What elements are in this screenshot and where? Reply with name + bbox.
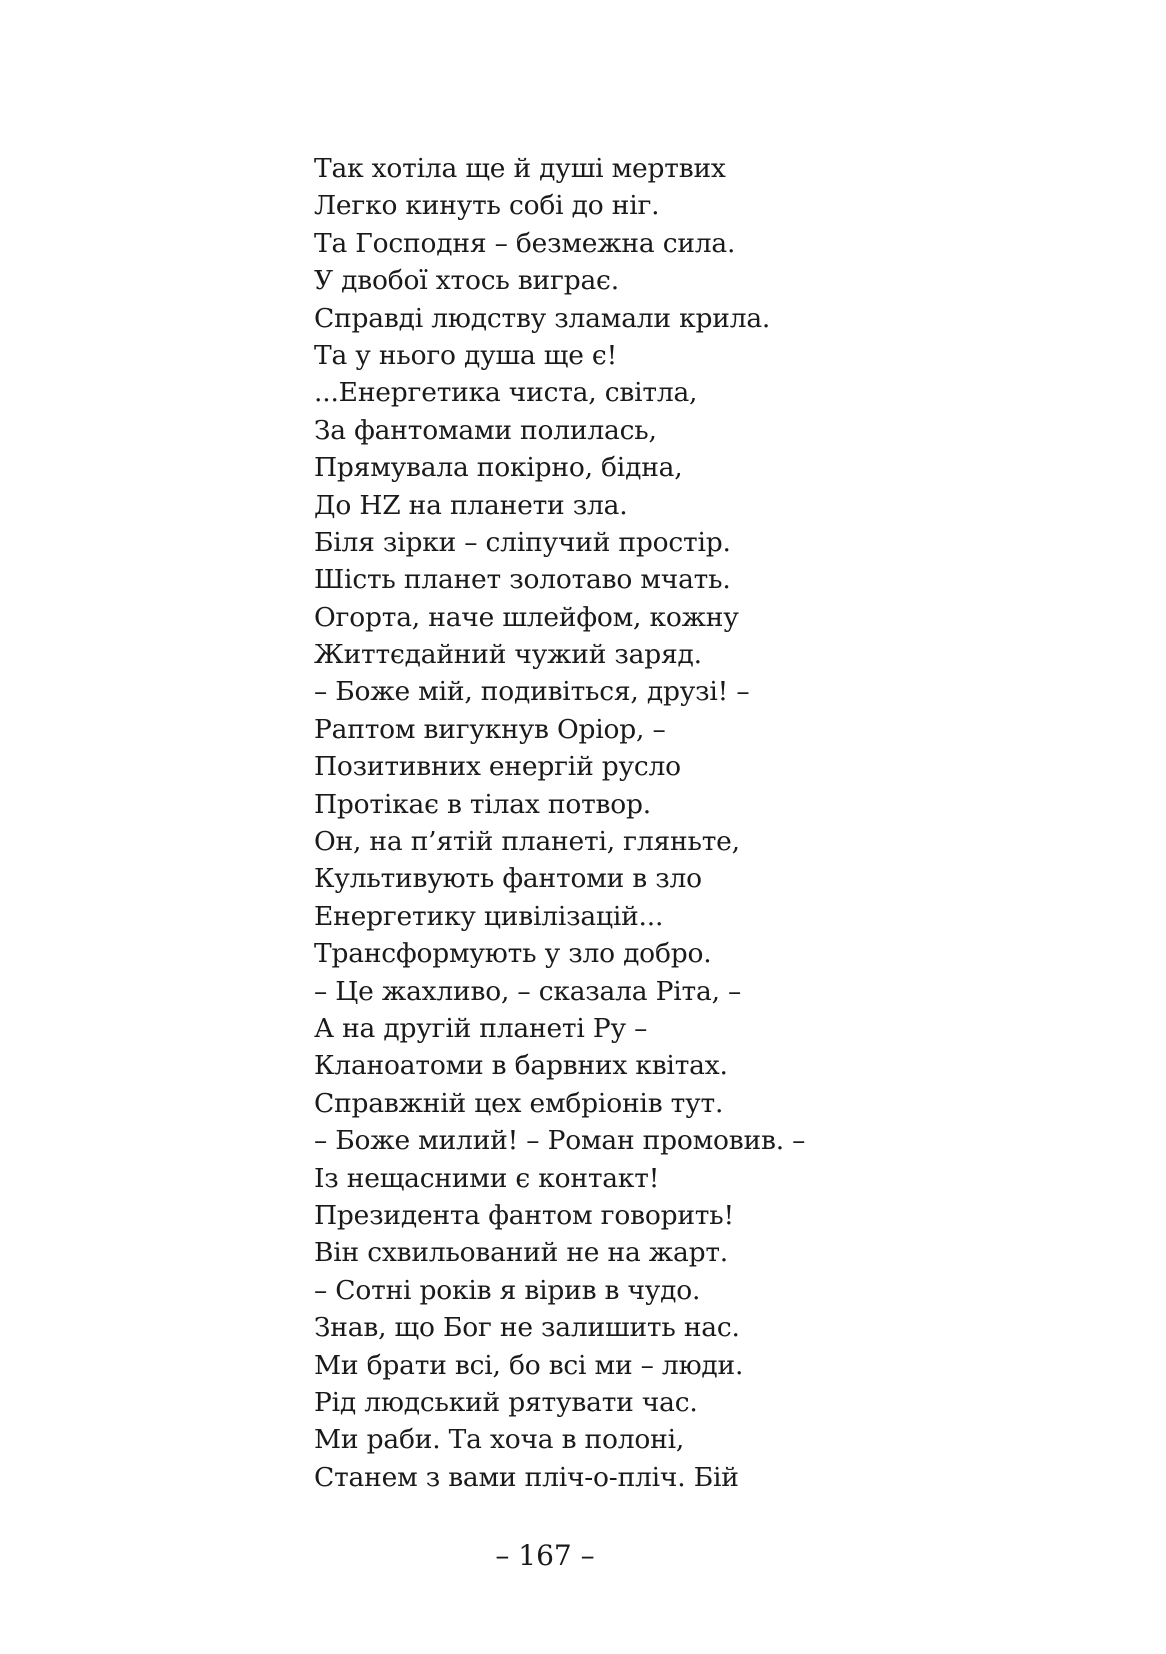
poem-line: Та у нього душа ще є!: [314, 339, 618, 371]
poem-line: Знав, що Бог не залишить нас.: [314, 1312, 740, 1344]
poem-line: Та Господня – безмежна сила.: [314, 227, 736, 259]
poem-line: Легко кинуть собі до ніг.: [314, 190, 660, 222]
poem-line: Із нещасними є контакт!: [314, 1162, 660, 1194]
poem-line: Біля зірки – сліпучий простір.: [314, 526, 731, 558]
poem-line: Шість планет золотаво мчать.: [314, 564, 731, 596]
poem-line: Так хотіла ще й душі мертвих: [314, 153, 726, 184]
poem-line: Рід людський рятувати час.: [314, 1386, 698, 1418]
poem-line: Протікає в тілах потвор.: [314, 788, 652, 820]
poem-line: Життєдайний чужий заряд.: [314, 639, 702, 671]
poem-line: Позитивних енергій русло: [314, 751, 681, 783]
poem-line: У двобої хтось виграє.: [314, 265, 619, 297]
poem-line: – Боже мій, подивіться, друзі! –: [314, 676, 750, 708]
poem-text: [314, 150, 805, 1496]
poem-line: Прямувала покірно, бідна,: [314, 452, 683, 484]
poem-line: – Сотні років я вірив в чудо.: [314, 1274, 701, 1306]
poem-line: Огорта, наче шлейфом, кожну: [314, 601, 739, 633]
poem-line: Справжній цех ембріонів тут.: [314, 1087, 724, 1119]
poem-line: Трансформують у зло добро.: [314, 938, 712, 970]
poem-line: Культивують фантоми в зло: [314, 863, 702, 895]
poem-line: Він схвильований не на жарт.: [314, 1237, 729, 1269]
poem-line: – Це жахливо, – сказала Ріта, –: [314, 975, 742, 1007]
poem-line: За фантомами полилась,: [314, 414, 657, 446]
poem-line: Станем з вами пліч-о-пліч. Бій: [314, 1461, 739, 1493]
poem-line: – Боже милий! – Роман промовив. –: [314, 1125, 806, 1157]
poem-line: Ми брати всі, бо всі ми – люди.: [314, 1349, 744, 1381]
poem-line: А на другій планеті Ру –: [314, 1012, 648, 1044]
poem-line: Ми раби. Та хоча в полоні,: [314, 1424, 685, 1456]
poem-line: Президента фантом говорить!: [314, 1199, 734, 1231]
poem-line: Кланоатоми в барвних квітах.: [314, 1050, 728, 1082]
poem-line: Раптом вигукнув Оріор, –: [314, 713, 666, 745]
poem-line: До HZ на планети зла.: [314, 489, 628, 521]
poem-line: Справді людству зламали крила.: [314, 302, 771, 334]
poem-line: Он, на п’ятій планеті, гляньте,: [314, 826, 740, 858]
page-number: – 167 –: [495, 1539, 595, 1572]
poem-line: ...Енергетика чиста, світла,: [314, 377, 698, 409]
poem-line: Енергетику цивілізацій...: [314, 900, 664, 932]
